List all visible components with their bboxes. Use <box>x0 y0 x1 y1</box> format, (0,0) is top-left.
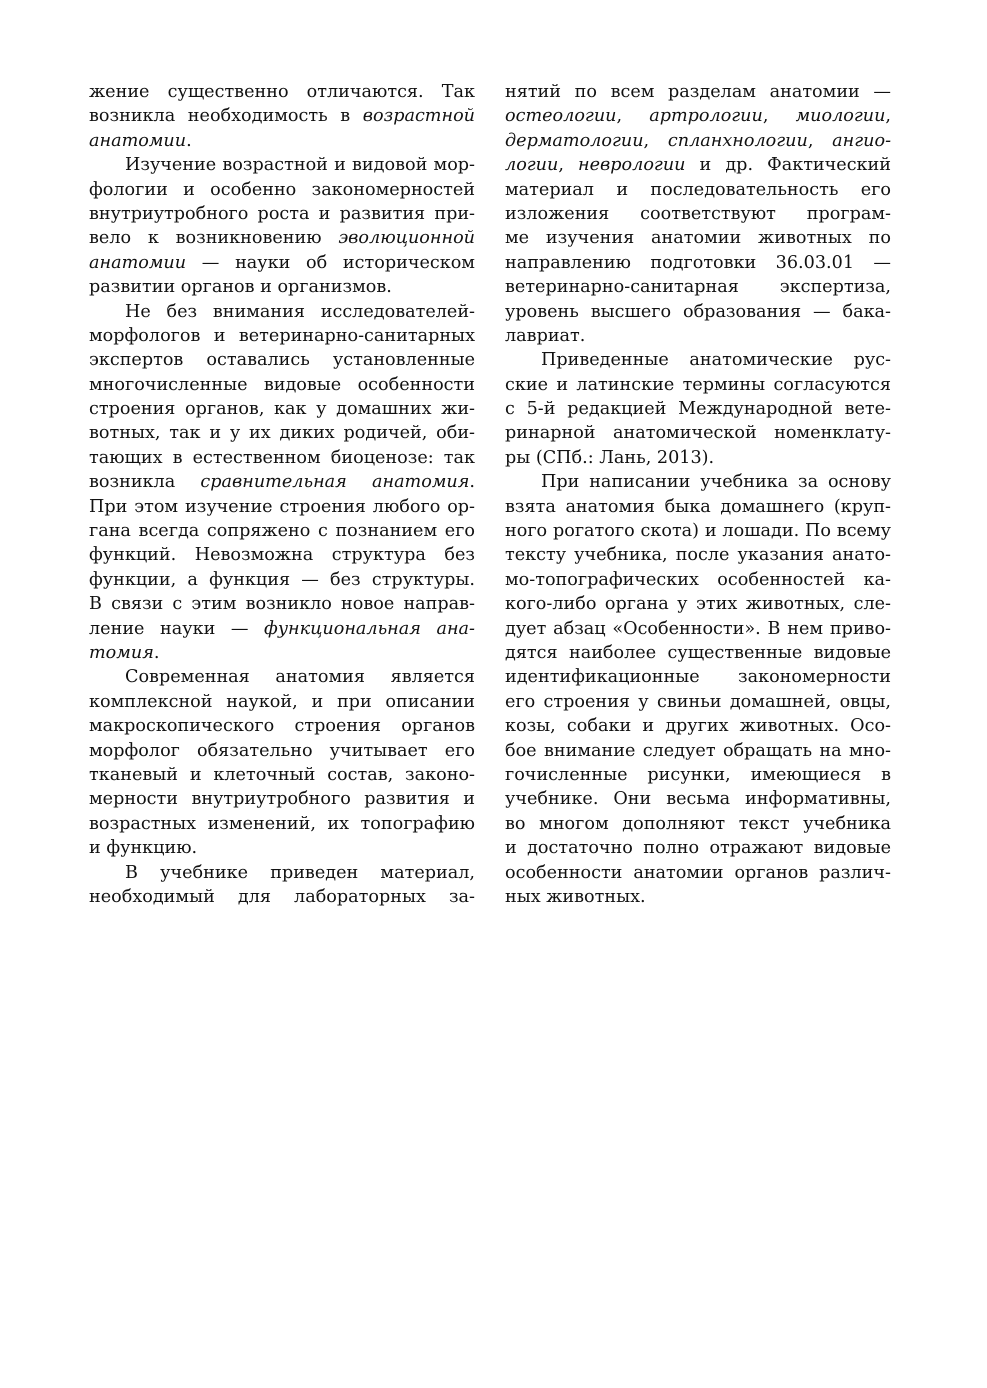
text-line <box>89 397 475 421</box>
text-run: ление науки — <box>89 618 265 639</box>
text-line <box>505 178 891 202</box>
text-run: , <box>885 106 892 127</box>
text-line <box>505 300 891 324</box>
text-line <box>89 251 475 275</box>
text-run: особенности анатомии органов различ- <box>505 862 891 883</box>
text-run: , <box>558 155 579 176</box>
text-line <box>505 275 891 299</box>
text-run: вотных, так и у их диких родичей, оби- <box>89 423 475 444</box>
text-run: мерности внутриутробного развития и <box>89 789 475 810</box>
text-line <box>89 592 475 616</box>
text-line <box>89 421 475 445</box>
text-run: тканевый и клеточный состав, законо- <box>89 764 475 785</box>
text-run: с 5-й редакцией Международной вете- <box>505 399 891 420</box>
italic-term: артрологии <box>649 106 763 127</box>
text-run: во многом дополняют текст учебника <box>505 813 891 834</box>
text-line <box>89 787 475 811</box>
text-line <box>89 129 475 153</box>
text-run: материал и последовательность его <box>505 179 891 200</box>
text-run: и др. Фактический <box>685 155 892 176</box>
text-line <box>505 641 891 665</box>
text-run: , <box>616 106 650 127</box>
text-line <box>89 373 475 397</box>
text-line <box>505 617 891 641</box>
text-line <box>505 861 891 885</box>
text-line <box>89 714 475 738</box>
italic-term: функциональная ана- <box>264 618 475 639</box>
text-line <box>89 885 475 909</box>
text-line <box>505 129 891 153</box>
text-run: функций. Невозможна структура без <box>89 545 475 566</box>
text-line <box>89 275 475 299</box>
text-line <box>89 519 475 543</box>
text-line <box>89 495 475 519</box>
text-line <box>505 470 891 494</box>
text-run: . <box>186 130 192 151</box>
text-line <box>505 519 891 543</box>
text-run: мо-топографических особенностей ка- <box>505 569 891 590</box>
text-line <box>89 324 475 348</box>
text-line <box>89 178 475 202</box>
text-run: Современная анатомия является <box>125 667 475 688</box>
text-run: гочисленные рисунки, имеющиеся в <box>505 764 891 785</box>
text-run: , <box>643 130 668 151</box>
text-run: тающих в естественном биоценозе: так <box>89 447 475 468</box>
text-run: уровень высшего образования — бака- <box>505 301 891 322</box>
text-line <box>89 861 475 885</box>
text-line <box>89 665 475 689</box>
italic-term: эволюционной <box>338 228 475 249</box>
text-run: морфологов и ветеринарно-санитарных <box>89 325 475 346</box>
text-run: ры (СПб.: Лань, 2013). <box>505 447 715 468</box>
text-line <box>89 617 475 641</box>
text-line <box>505 80 891 104</box>
text-line <box>505 202 891 226</box>
text-line <box>89 543 475 567</box>
text-line <box>505 104 891 128</box>
text-run: лавриат. <box>505 325 586 346</box>
text-run: бое внимание следует обращать на мно- <box>505 740 891 761</box>
text-run: нятий по всем разделам анатомии — <box>505 82 891 102</box>
text-line <box>505 739 891 763</box>
text-run: козы, собаки и других животных. Осо- <box>505 716 891 737</box>
italic-term: миологии <box>795 106 886 127</box>
text-run: ных животных. <box>505 886 646 907</box>
text-run: направлению подготовки 36.03.01 — <box>505 252 891 273</box>
text-run: развитии органов и организмов. <box>89 277 392 298</box>
italic-term: анатомии <box>89 252 187 273</box>
text-run: макроскопического строения органов <box>89 716 475 737</box>
text-line <box>89 226 475 250</box>
text-run: ме изучения анатомии животных по <box>505 228 891 249</box>
text-line <box>89 153 475 177</box>
text-line <box>505 690 891 714</box>
text-run: . <box>469 472 475 493</box>
text-run: ветеринарно-санитарная экспертиза, <box>505 277 891 298</box>
text-run: дятся наиболее существенные видовые <box>505 642 891 663</box>
text-run: учебнике. Они весьма информативны, <box>505 789 891 810</box>
text-line <box>89 690 475 714</box>
text-run: гана всегда сопряжено с познанием его <box>89 521 475 542</box>
italic-term: логии <box>505 155 559 176</box>
text-run: При написании учебника за основу <box>541 472 891 493</box>
text-line <box>89 202 475 226</box>
text-run: многочисленные видовые особенности <box>89 374 475 395</box>
text-run: ринарной анатомической номенклату- <box>505 423 891 444</box>
text-line <box>505 226 891 250</box>
text-line <box>505 885 891 909</box>
text-line <box>89 446 475 470</box>
text-line <box>505 153 891 177</box>
text-run: кого-либо органа у этих животных, сле- <box>505 594 891 615</box>
text-line <box>505 348 891 372</box>
text-line <box>89 470 475 494</box>
text-line <box>89 568 475 592</box>
text-run: Не без внимания исследователей- <box>125 301 475 322</box>
italic-term: дерматологии <box>505 130 644 151</box>
text-line <box>505 495 891 519</box>
italic-term: возрастной <box>362 106 475 127</box>
text-run: комплексной наукой, и при описании <box>89 691 475 712</box>
text-line <box>89 739 475 763</box>
text-run: возникла <box>89 472 201 493</box>
text-line <box>89 641 475 665</box>
text-run: фологии и особенно закономерностей <box>89 179 475 200</box>
text-run: внутриутробного роста и развития при- <box>89 203 475 224</box>
text-line <box>505 763 891 787</box>
left-text-column <box>89 80 475 909</box>
text-run: При этом изучение строения любого ор- <box>89 496 475 517</box>
text-line <box>505 836 891 860</box>
italic-term: спланхнологии <box>667 130 808 151</box>
text-line <box>89 104 475 128</box>
italic-term: ангио- <box>832 130 892 151</box>
text-run: изложения соответствуют програм- <box>505 203 891 224</box>
text-line <box>505 397 891 421</box>
text-run: ного рогатого скота) и лошади. По всему <box>505 521 891 542</box>
text-line <box>505 446 891 470</box>
text-line <box>505 251 891 275</box>
text-run: — науки об историческом <box>186 252 475 273</box>
text-line <box>89 836 475 860</box>
text-run: жение существенно отличаются. Так <box>89 82 475 102</box>
text-line <box>505 714 891 738</box>
italic-term: остеологии <box>505 106 617 127</box>
text-run: взята анатомия быка домашнего (круп- <box>505 496 891 517</box>
text-line <box>505 787 891 811</box>
text-run: , <box>807 130 833 151</box>
text-run: дует абзац «Особенности». В нем приво- <box>505 618 891 639</box>
text-run: функции, а функция — без структуры. <box>89 569 475 590</box>
text-line <box>89 80 475 104</box>
text-run: строения органов, как у домашних жи- <box>89 399 475 420</box>
text-run: В связи с этим возникло новое направ- <box>89 594 475 615</box>
italic-term: анатомии <box>89 130 187 151</box>
text-line <box>505 592 891 616</box>
text-run: . <box>153 642 160 663</box>
text-run: морфолог обязательно учитывает его <box>89 740 475 761</box>
text-run: , <box>762 106 796 127</box>
text-line <box>505 324 891 348</box>
text-line <box>89 300 475 324</box>
text-line <box>505 665 891 689</box>
text-run: тексту учебника, после указания анато- <box>505 545 891 566</box>
text-run: и достаточно полно отражают видовые <box>505 838 891 859</box>
text-line <box>89 812 475 836</box>
text-run: Приведенные анатомические рус- <box>541 350 891 371</box>
text-line <box>505 421 891 445</box>
italic-term: томия <box>89 642 154 663</box>
text-run: возникла необходимость в <box>89 106 363 127</box>
text-line <box>89 763 475 787</box>
italic-term: сравнительная анатомия <box>200 472 470 493</box>
text-run: Изучение возрастной и видовой мор- <box>125 155 475 176</box>
text-line <box>505 373 891 397</box>
text-run: возрастных изменений, их топографию <box>89 813 475 834</box>
text-line <box>89 348 475 372</box>
text-run: и функцию. <box>89 838 198 859</box>
text-run: В учебнике приведен материал, <box>125 862 475 883</box>
text-run: необходимый для лабораторных за- <box>89 886 475 907</box>
text-run: идентификационные закономерности <box>505 667 891 688</box>
text-run: его строения у свиньи домашней, овцы, <box>505 691 891 712</box>
text-run: экспертов оставались установленные <box>89 350 475 371</box>
text-line <box>505 812 891 836</box>
text-run: вело к возникновению <box>89 228 339 249</box>
text-line <box>505 543 891 567</box>
text-run: ские и латинские термины согласуются <box>505 374 891 395</box>
italic-term: неврологии <box>578 155 686 176</box>
text-line <box>505 568 891 592</box>
right-text-column <box>505 80 891 909</box>
